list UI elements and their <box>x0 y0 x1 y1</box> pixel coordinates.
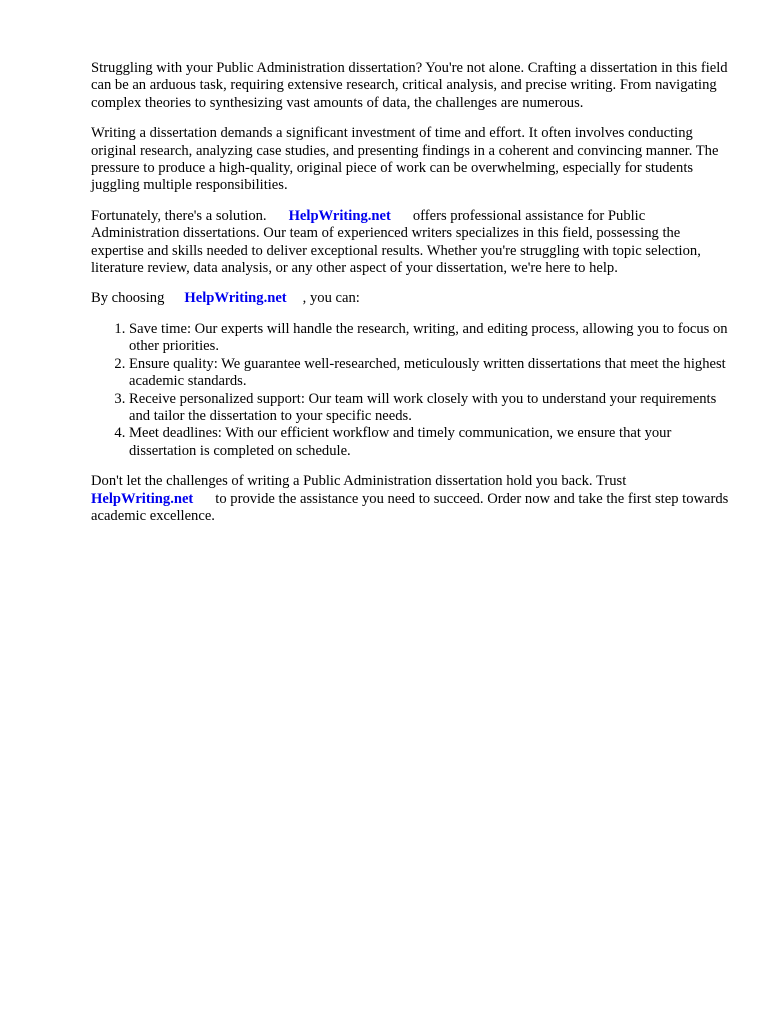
solution-text-after: offers professional assistance for Public Administration dissertations. Our team of experienced writers specializes in this field, possessing the expertise and skills needed to deliver exceptional results. Whether you're struggling with topic selection, literature review, data analysis, or any other aspect of your dissertation, we're here to help. <box>91 207 701 277</box>
list-item: 3. Receive personalized support: Our team will work closely with you to understand your requirements and tailor the dissertation to your specific needs. <box>129 391 731 426</box>
closing-text-after: to provide the assistance you need to succeed. Order now and take the first step towards academic excellence. <box>91 490 729 524</box>
benefits-list <box>91 321 731 460</box>
solution-text-before: Fortunately, there's a solution. <box>91 207 267 224</box>
choosing-text-after: , you can: <box>302 290 360 307</box>
helpwriting-link[interactable]: HelpWriting.net <box>184 290 287 307</box>
list-item: 1. Save time: Our experts will handle the research, writing, and editing process, allowing you to focus on other priorities. <box>129 321 731 356</box>
choosing-paragraph <box>91 290 731 307</box>
choosing-text-before: By choosing <box>91 290 165 307</box>
demands-paragraph: Writing a dissertation demands a significant investment of time and effort. It often involves conducting original research, analyzing case studies, and presenting findings in a coherent and convincing manner. The pressure to produce a high-quality, original piece of work can be overwhelming, especially for students juggling multiple responsibilities. <box>91 125 719 194</box>
helpwriting-link[interactable]: HelpWriting.net <box>288 207 391 224</box>
list-item: 4. Meet deadlines: With our efficient workflow and timely communication, we ensure that your dissertation is completed on schedule. <box>129 425 731 460</box>
list-item: 2. Ensure quality: We guarantee well-researched, meticulously written dissertations that meet the highest academic standards. <box>129 356 731 391</box>
helpwriting-link[interactable]: HelpWriting.net <box>91 490 194 507</box>
closing-paragraph <box>91 473 731 525</box>
document-page <box>91 60 731 538</box>
solution-paragraph <box>91 208 731 278</box>
closing-text-before: Don't let the challenges of writing a Public Administration dissertation hold you back. Trust <box>91 473 627 490</box>
intro-paragraph: Struggling with your Public Administration dissertation? You're not alone. Crafting a dissertation in this field can be an arduous task, requiring extensive research, critical analysis, and precise writing. From navigating complex theories to synthesizing vast amounts of data, the challenges are numerous. <box>91 60 728 111</box>
